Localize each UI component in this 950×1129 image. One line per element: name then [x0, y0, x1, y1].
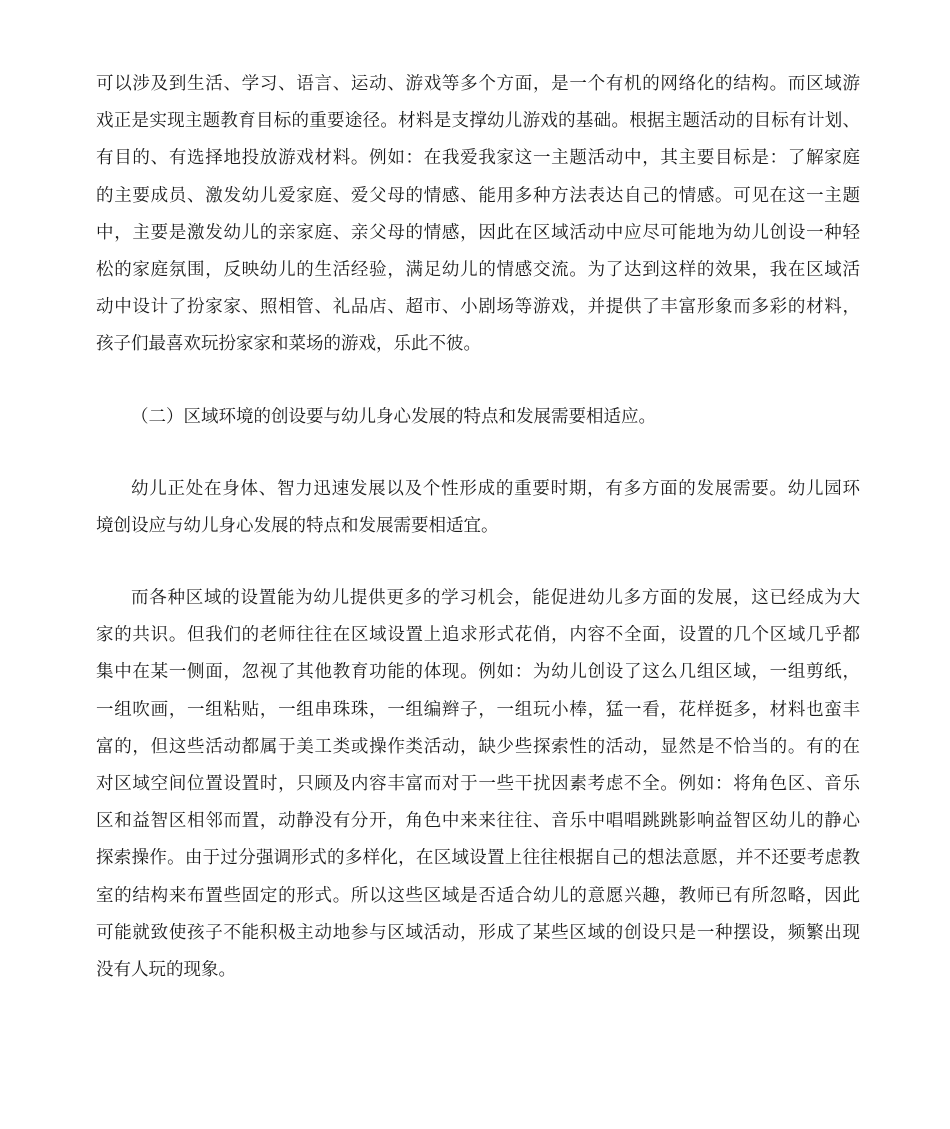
text-line: 没有人玩的现象。	[96, 959, 236, 980]
paragraph-area-setup	[96, 580, 860, 989]
text-line: 而各种区域的设置能为幼儿提供更多的学习机会，能促进幼儿多方面的发展，这已经成为大	[131, 588, 860, 608]
text-line: 可以涉及到生活、学习、语言、运动、游戏等多个方面，是一个有机的网络化的结构。而区域游	[96, 74, 860, 94]
heading-text: （二）区域环境的创设要与幼儿身心发展的特点和发展需要相适应。	[131, 407, 656, 427]
text-line: 中，主要是激发幼儿的亲家庭、亲父母的情感，因此在区域活动中应尽可能地为幼儿创设一种轻	[96, 222, 860, 243]
text-line: 对区域空间位置设置时，只顾及内容丰富而对于一些干扰因素考虑不全。例如：将角色区、音乐	[96, 773, 860, 794]
paragraph-development-needs	[96, 471, 860, 545]
paragraph-theme-materials	[96, 66, 860, 364]
text-line: 一组吹画，一组粘贴，一组串珠珠，一组编辫子，一组玩小棒，猛一看，花样挺多，材料也蛮丰	[96, 699, 860, 720]
text-line: 室的结构来布置些固定的形式。所以这些区域是否适合幼儿的意愿兴趣，教师已有所忽略，因此	[96, 885, 860, 906]
text-line: 动中设计了扮家家、照相管、礼品店、超市、小剧场等游戏，并提供了丰富形象而多彩的材料，	[96, 297, 860, 318]
text-line: 有目的、有选择地投放游戏材料。例如：在我爱我家这一主题活动中，其主要目标是：了解家庭	[96, 148, 860, 169]
text-line: 区和益智区相邻而置，动静没有分开，角色中来来往往、音乐中唱唱跳跳影响益智区幼儿的静心	[96, 811, 860, 832]
section-heading	[96, 399, 860, 436]
text-line: 家的共识。但我们的老师往往在区域设置上追求形式花俏，内容不全面，设置的几个区域几乎都	[96, 625, 860, 646]
text-line: 集中在某一侧面，忽视了其他教育功能的体现。例如：为幼儿创设了这么几组区域，一组剪纸，	[96, 662, 860, 683]
text-line: 探索操作。由于过分强调形式的多样化，在区域设置上往往根据自己的想法意愿，并不还要考虑教	[96, 848, 860, 869]
text-line: 松的家庭氛围，反映幼儿的生活经验，满足幼儿的情感交流。为了达到这样的效果，我在区域活	[96, 259, 860, 280]
text-line: 戏正是实现主题教育目标的重要途径。材料是支撑幼儿游戏的基础。根据主题活动的目标有计划、	[96, 111, 860, 132]
text-line: 可能就致使孩子不能积极主动地参与区域活动，形成了某些区域的创设只是一种摆设，频繁出现	[96, 922, 860, 943]
text-line: 富的，但这些活动都属于美工类或操作类活动，缺少些探索性的活动，显然是不恰当的。有的在	[96, 736, 860, 757]
text-line: 幼儿正处在身体、智力迅速发展以及个性形成的重要时期，有多方面的发展需要。幼儿园环	[131, 479, 860, 499]
text-line: 境创设应与幼儿身心发展的特点和发展需要相适宜。	[96, 516, 499, 537]
text-line: 的主要成员、激发幼儿爱家庭、爱父母的情感、能用多种方法表达自己的情感。可见在这一主题	[96, 185, 860, 206]
text-line: 孩子们最喜欢玩扮家家和菜场的游戏，乐此不彼。	[96, 334, 481, 355]
